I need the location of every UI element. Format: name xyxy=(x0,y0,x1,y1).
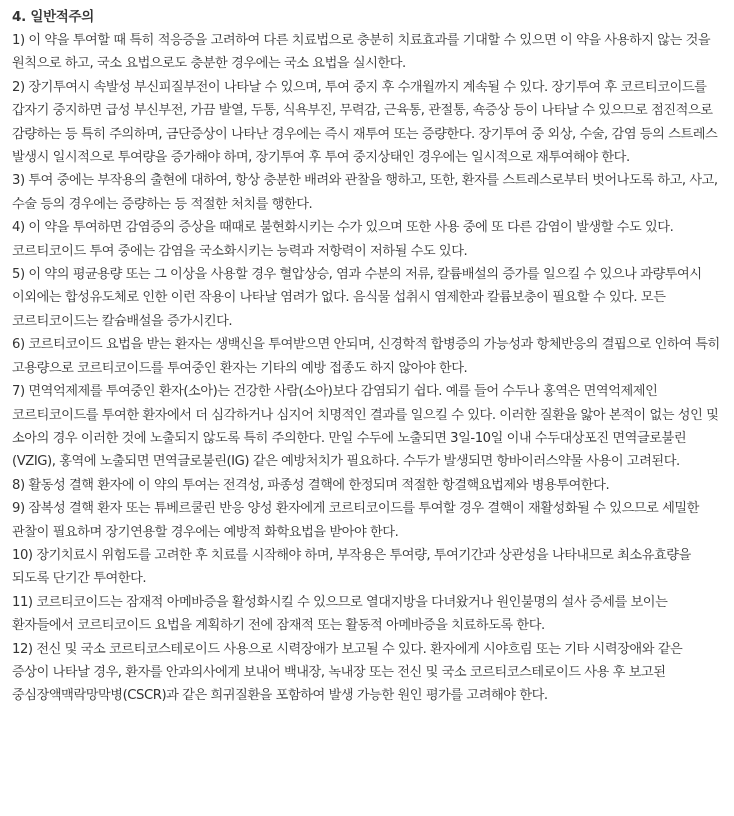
precaution-item-3: 3) 투여 중에는 부작용의 출현에 대하여, 항상 충분한 배려와 관찰을 행하고, 또한, 환자를 스트레스로부터 벗어나도록 하고, 사고, 수술 등의 경우에는 증량하는 등 적절한 처치를 행한다. xyxy=(12,173,718,212)
precaution-item-4: 4) 이 약을 투여하면 감염증의 증상을 때때로 불현화시키는 수가 있으며 또한 사용 중에 또 다른 감염이 발생할 수도 있다. 코르티코이드 투여 중에는 감염을 국소화시키는 능력과 저항력이 저하될 수도 있다. xyxy=(12,220,674,259)
precaution-item-6: 6) 코르티코이드 요법을 받는 환자는 생백신을 투여받으면 안되며, 신경학적 합병증의 가능성과 항체반응의 결핍으로 인하여 특히 고용량으로 코르티코이드를 투여중인 환자는 기타의 예방 접종도 하지 않아야 한다. xyxy=(12,337,720,376)
precaution-item-10: 10) 장기치료시 위험도를 고려한 후 치료를 시작해야 하며, 부작용은 투여량, 투여기간과 상관성을 나타내므로 최소유효량을 되도록 단기간 투여한다. xyxy=(12,547,691,587)
precaution-item-1: 1) 이 약을 투여할 때 특히 적응증을 고려하여 다른 치료법으로 충분히 치료효과를 기대할 수 있으면 이 약을 사용하지 않는 것을 원칙으로 하고, 국소 요법으로도 충분한 경우에는 국소 요법을 실시한다. xyxy=(12,33,711,72)
precaution-item-5: 5) 이 약의 평균용량 또는 그 이상을 사용할 경우 혈압상승, 염과 수분의 저류, 칼륨배설의 증가를 일으킬 수 있으나 과량투여시 이외에는 합성유도체로 인한 이런 작용이 나타날 염려가 없다. 음식물 섭취시 염제한과 칼륨보충이 필요할 수 있다. 모든 코르티코이드는 칼슘배설을 증가시킨다. xyxy=(12,267,702,329)
precaution-item-11: 11) 코르티코이드는 잠재적 아메바증을 활성화시킬 수 있으므로 열대지방을 다녀왔거나 원인불명의 설사 증세를 보이는 환자들에서 코르티코이드 요법을 계획하기 전에 잠재적 또는 활동적 아메바증을 치료하도록 한다. xyxy=(12,594,668,634)
precaution-item-7: 7) 면역억제제를 투여중인 환자(소아)는 건강한 사람(소아)보다 감염되기 쉽다. 예를 들어 수두나 홍역은 면역억제제인 코르티코이드를 투여한 환자에서 더 심각하거나 심지어 치명적인 결과를 일으킬 수 있다. 이러한 질환을 앓아 본적이 없는 성인 및 소아의 경우 이러한 것에 노출되지 않도록 특히 주의한다. 만일 수두에 노출되면 3일-10일 이내 수두대상포진 면역글로불린(VZIG), 홍역에 노출되면 면역글로불린(IG) 같은 예방처치가 필요하다. 수두가 발생되면 항바이러스약물 사용이 고려된다. xyxy=(12,384,719,470)
precaution-item-9: 9) 잠복성 결핵 환자 또는 튜베르쿨린 반응 양성 환자에게 코르티코이드를 투여할 경우 결핵이 재활성화될 수 있으므로 세밀한 관찰이 필요하며 장기연용할 경우에는 예방적 화학요법을 받아야 한다. xyxy=(12,501,699,540)
precaution-item-2: 2) 장기투여시 속발성 부신피질부전이 나타날 수 있으며, 투여 중지 후 수개월까지 계속될 수 있다. 장기투여 후 코르티코이드를 갑자기 중지하면 급성 부신부전, 가끔 발열, 두통, 식욕부진, 무력감, 근육통, 관절통, 쇽증상 등이 나타날 수 있으므로 점진적으로 감량하는 등 특히 주의하며, 금단증상이 나타난 경우에는 즉시 재투여 또는 증량한다. 장기투여 중 외상, 수술, 감염 등의 스트레스 발생시 일시적으로 투여량을 증가해야 하며, 장기투여 후 투여 중지상태인 경우에는 일시적으로 재투여해야 한다. xyxy=(12,79,718,166)
precaution-item-8: 8) 활동성 결핵 환자에 이 약의 투여는 전격성, 파종성 결핵에 한정되며 적절한 항결핵요법제와 병용투여한다. xyxy=(12,477,610,493)
precaution-item-12: 12) 전신 및 국소 코르티코스테로이드 사용으로 시력장애가 보고될 수 있다. 환자에게 시야흐림 또는 기타 시력장애와 같은 증상이 나타날 경우, 환자를 안과의사에게 보내어 백내장, 녹내장 또는 전신 및 국소 코르티코스테로이드 사용 후 보고된 중심장액맥락망막병(CSCR)과 같은 희귀질환을 포함하여 발생 가능한 원인 평가를 고려해야 한다. xyxy=(12,641,683,704)
section-title: 4. 일반적주의 xyxy=(12,9,95,25)
